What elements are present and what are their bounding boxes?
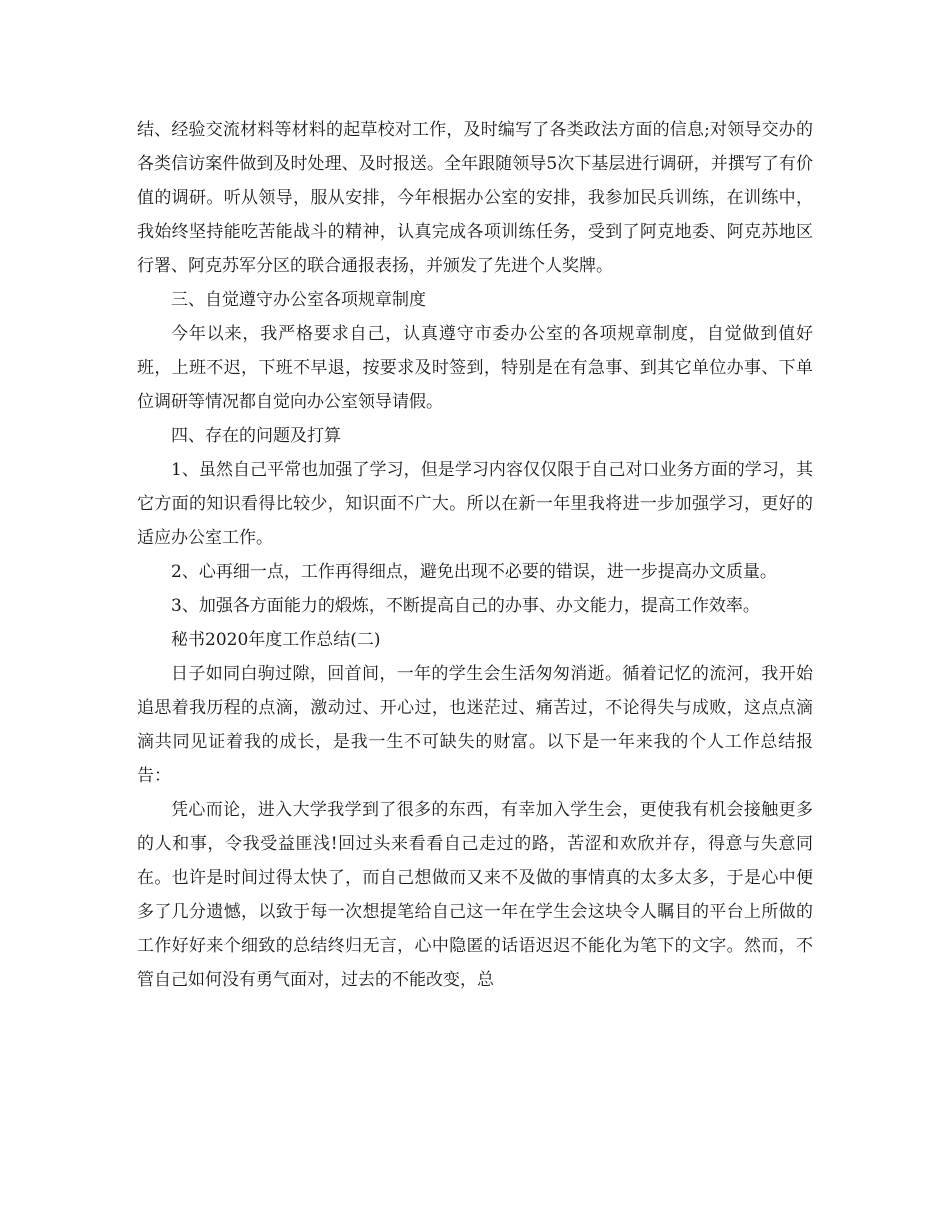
paragraph-continuation: 结、经验交流材料等材料的起草校对工作，及时编写了各类政法方面的信息;对领导交办的各类信访案件做到及时处理、及时报送。全年跟随领导5次下基层进行调研，并撰写了有价值的调研。听从领导，服从安排，今年根据办公室的安排，我参加民兵训练，在训练中，我始终坚持能吃苦能战斗的精神，认真完成各项训练任务，受到了阿克地委、阿克苏地区行署、阿克苏军分区的联合通报表扬，并颁发了先进个人奖牌。 [137, 120, 813, 276]
section-heading-4: 四、存在的问题及打算 [171, 426, 341, 446]
document-subtitle: 秘书2020年度工作总结(二) [171, 630, 381, 650]
section-heading-3: 三、自觉遵守办公室各项规章制度 [171, 290, 426, 310]
paragraph: 今年以来，我严格要求自己，认真遵守市委办公室的各项规章制度，自觉做到值好班，上班不迟，下班不早退，按要求及时签到，特别是在有急事、到其它单位办事、下单位调研等情况都自觉向办公室领导请假。 [137, 324, 813, 412]
list-item-3: 3、加强各方面能力的煅炼，不断提高自己的办事、办文能力，提高工作效率。 [171, 596, 760, 616]
list-item-1: 1、虽然自己平常也加强了学习，但是学习内容仅仅限于自己对口业务方面的学习，其它方面的知识看得比较少，知识面不广大。所以在新一年里我将进一步加强学习，更好的适应办公室工作。 [137, 460, 813, 548]
document-body [137, 113, 813, 997]
list-item-2: 2、心再细一点，工作再得细点，避免出现不必要的错误，进一步提高办文质量。 [171, 562, 777, 582]
paragraph: 日子如同白驹过隙，回首间，一年的学生会生活匆匆消逝。循着记忆的流河，我开始追思着我历程的点滴，激动过、开心过，也迷茫过、痛苦过，不论得失与成败，这点点滴滴共同见证着我的成长，是我一生不可缺失的财富。以下是一年来我的个人工作总结报告： [137, 664, 813, 786]
paragraph: 凭心而论，进入大学我学到了很多的东西，有幸加入学生会，更使我有机会接触更多的人和事，令我受益匪浅!回过头来看看自己走过的路，苦涩和欢欣并存，得意与失意同在。也许是时间过得太快了，而自己想做而又来不及做的事情真的太多太多，于是心中便多了几分遗憾，以致于每一次想提笔给自己这一年在学生会这块令人瞩目的平台上所做的工作好好来个细致的总结终归无言，心中隐匿的话语迟迟不能化为笔下的文字。然而，不管自己如何没有勇气面对，过去的不能改变，总 [137, 800, 813, 990]
